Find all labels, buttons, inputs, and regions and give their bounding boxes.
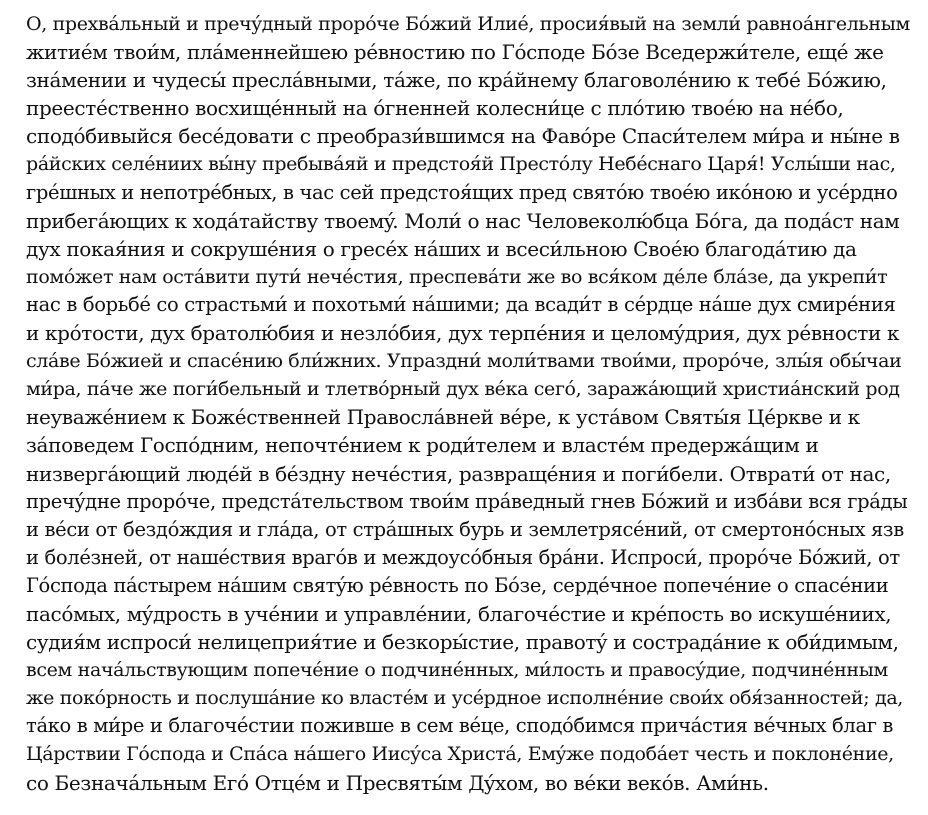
prayer-line-7: грéшных и непотрéбных, в час сей предстоя́щих пред святóю твоéю икóною и усéрдно	[26, 180, 898, 204]
prayer-line-13: слáве Бóжией и спасéнию бли́жних. Упраздни́ моли́твами твои́ми, прорóче, злы́я обы́чаи	[26, 350, 902, 373]
prayer-line-14: ми́ра, пáче же поги́бельный и тлетвóрный дух вéка сегó, заражáющий христиáнский род	[26, 378, 900, 401]
prayer-line-4: преестéственно восхищéнный на óгненней колесни́це с плóтию твоéю на нéбо,	[26, 96, 844, 121]
prayer-line-27: Цáрствии Гóспода и Спáса нáшего Иисýса Христá, Емýже подобáет честь и поклонéние,	[26, 743, 894, 766]
prayer-line-16: зáповедем Госпóдним, непочтéнием к роди́телем и властéм предержáщим и	[26, 433, 819, 458]
prayer-line-25: же покóрность и послушáние ко властéм и усéрдное исполнéние свои́х обя́занностей; да,	[26, 687, 903, 710]
prayer-line-2: житиéм твои́м, плáменнейшею рéвностию по Гóсподе Бóзе Вседержи́теле, ещé же	[26, 40, 884, 65]
prayer-line-11: нас в борьбé со страстьми́ и похотьми́ нáшими; да всади́т в сéрдце нáше дух смирéния	[26, 292, 896, 316]
prayer-line-21: Гóспода пáстырем нáшим святýю рéвность по Бóзе, сердéчное попечéние о спасéнии	[26, 573, 889, 597]
prayer-line-19: и вéси от бездóждия и глáда, от стрáшных бурь и землетрясéний, от смертонóсных язв	[26, 517, 904, 541]
prayer-line-12: и крóтости, дух братолю́бия и незлóбия, дух терпéния и целомýдрия, дух рéвности к	[26, 321, 900, 346]
prayer-line-9: дух покая́ния и сокрушéния о гресéх нáших и всеси́льною Своéю благодáтию да	[26, 236, 857, 261]
prayer-line-28: со Безначáльным Егó Отцéм и Пресвяты́м Дýхом, во вéки векóв. Ами́нь.	[26, 770, 769, 795]
prayer-line-26: тáко в ми́ре и благочéстии поживше в сем вéце, сподóбимся причáстия вéчных благ в	[26, 714, 894, 738]
prayer-line-23: судия́м испроси́ нелицеприя́тие и безкоры́стие, правотý и сострадáние к оби́димым,	[26, 630, 899, 655]
prayer-line-8: прибегáющих к ходáтайству твоемý. Моли́ о нас Человеколю́бца Бóга, да подáст нам	[26, 208, 900, 233]
prayer-line-6: рáйских селéниих вы́ну пребывáяй и предстоя́й Престóлу Небéснаго Царя́! Услы́ши нас,	[26, 153, 896, 176]
prayer-line-10: помóжет нам остáвити пути́ нечéстия, преспевáти же во вся́ком дéле блáзе, да укрепи́т	[26, 265, 888, 288]
prayer-line-20: и болéзней, от нашéствия врагóв и междоусóбныя брáни. Испроси́, прорóче Бóжий, от	[26, 545, 900, 569]
prayer-line-18: пречýдне прорóче, предстáтельством твои́м прáведный гнев Бóжий и избáви вся грáды	[26, 489, 908, 513]
prayer-line-24: всем начáльствующим попечéние о подчинéнных, ми́лость и правосýдие, подчинéнным	[26, 659, 888, 682]
prayer-line-17: низвергáющий людéй в бéздну нечéстия, развращéния и поги́бели. Отврати́ от нас,	[26, 461, 891, 486]
prayer-line-3: знáмении и чудесы́ преслáвными, тáже, по крáйнему благоволéнию к тебé Бóжию,	[26, 68, 887, 93]
prayer-line-15: неуважéнием к Божéственней Правослáвней вéре, к устáвом Святы́я Цéркве и к	[26, 405, 860, 430]
prayer-text	[26, 10, 910, 810]
prayer-line-5: сподóбивыйся бесéдовати с преобрази́вшимся на Фавóре Спаси́телем ми́ра и ны́не в	[26, 124, 900, 149]
prayer-line-1: О, прехвáльный и пречýдный прорóче Бóжий Илиé, просия́вый на земли́ равноáнгельным	[26, 13, 910, 35]
prayer-line-22: пасóмых, мýдрость в учéнии и управлéнии, благочéстие и крéпость во искушéниих,	[26, 601, 892, 626]
